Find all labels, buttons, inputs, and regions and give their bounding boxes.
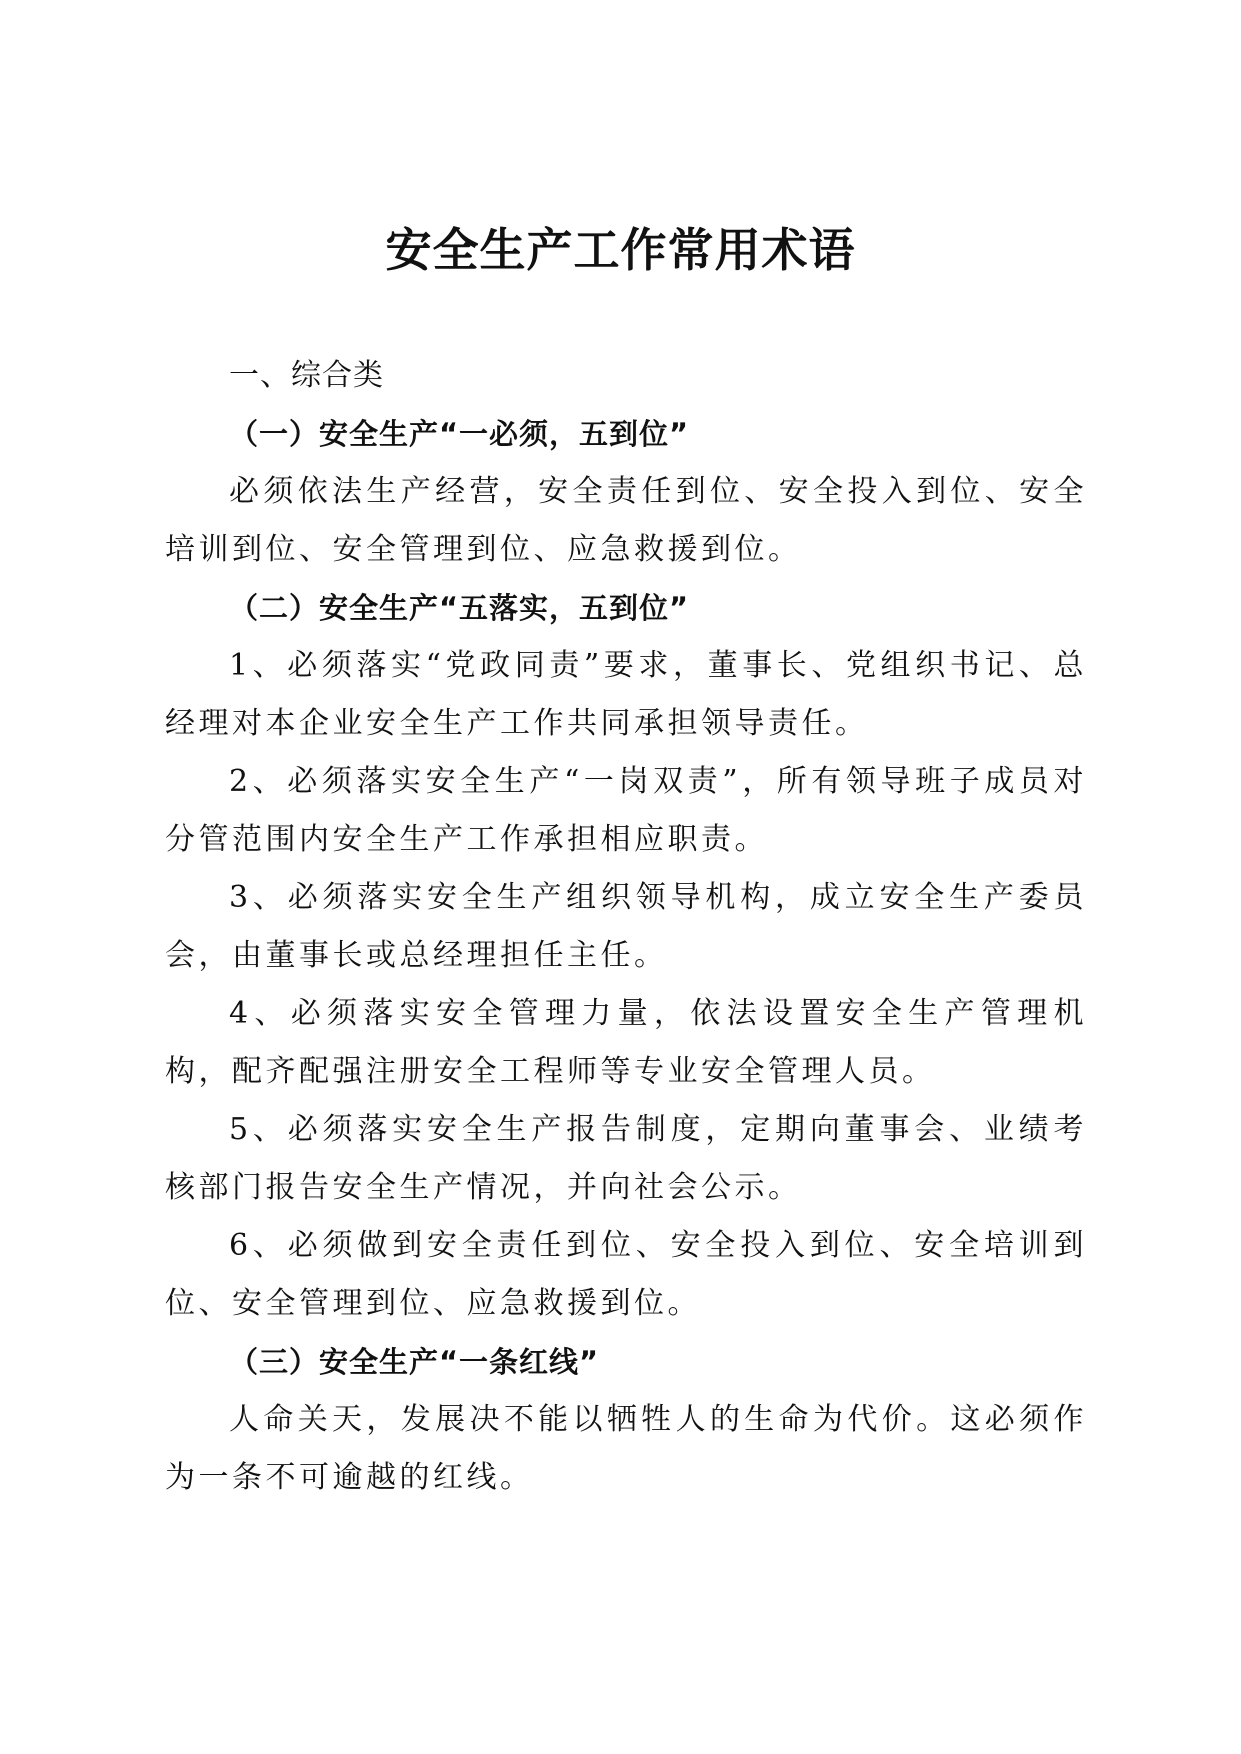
list-item: 5、必须落实安全生产报告制度，定期向董事会、业绩考核部门报告安全生产情况，并向社会公示。 bbox=[165, 1112, 1087, 1205]
document-body bbox=[165, 347, 1087, 1507]
list-item: 3、必须落实安全生产组织领导机构，成立安全生产委员会，由董事长或总经理担任主任。 bbox=[165, 880, 1087, 973]
list-item: 1、必须落实“党政同责”要求，董事长、党组织书记、总经理对本企业安全生产工作共同承担领导责任。 bbox=[165, 648, 1087, 741]
subsection-heading-2: （二）安全生产“五落实，五到位” bbox=[229, 591, 690, 625]
subsection-heading-3: （三）安全生产“一条红线” bbox=[229, 1345, 600, 1379]
list-item: 6、必须做到安全责任到位、安全投入到位、安全培训到位、安全管理到位、应急救援到位。 bbox=[165, 1228, 1087, 1321]
paragraph-red-line: 人命关天，发展决不能以牺牲人的生命为代价。这必须作为一条不可逾越的红线。 bbox=[165, 1402, 1087, 1495]
section-heading-comprehensive: 一、综合类 bbox=[229, 358, 384, 393]
list-item: 4、必须落实安全管理力量，依法设置安全生产管理机构，配齐配强注册安全工程师等专业安全管理人员。 bbox=[165, 996, 1087, 1089]
subsection-heading-1: （一）安全生产“一必须，五到位” bbox=[229, 417, 690, 451]
document-title: 安全生产工作常用术语 bbox=[385, 223, 856, 277]
paragraph-one-must-five-in-place: 必须依法生产经营，安全责任到位、安全投入到位、安全培训到位、安全管理到位、应急救援到位。 bbox=[165, 474, 1087, 567]
list-item: 2、必须落实安全生产“一岗双责”，所有领导班子成员对分管范围内安全生产工作承担相应职责。 bbox=[165, 764, 1087, 857]
